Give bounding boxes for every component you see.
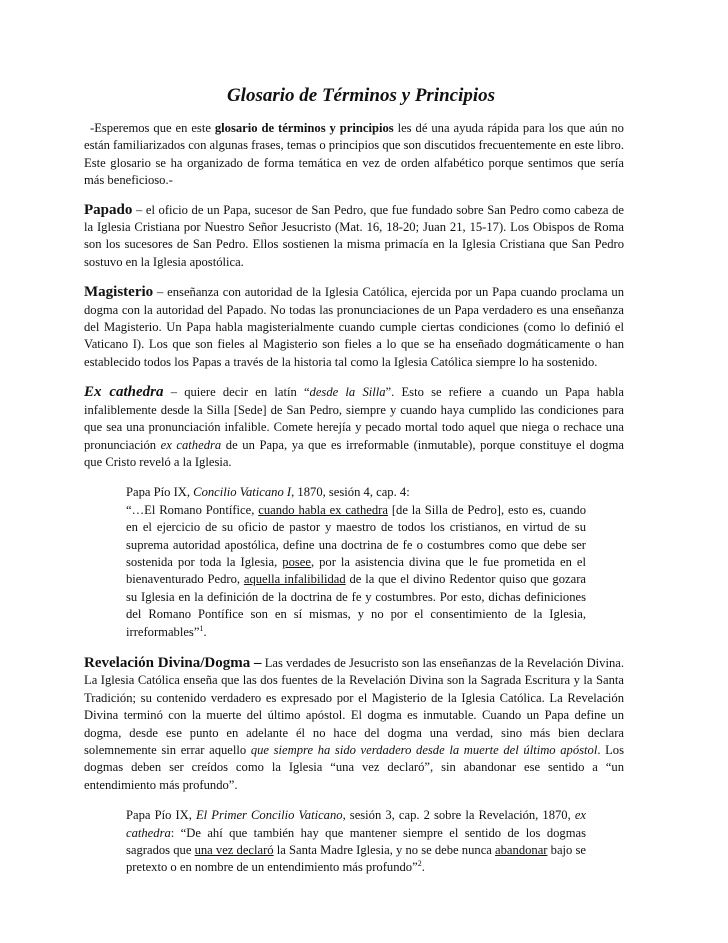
quote-1-source <box>126 484 586 501</box>
quote-1-end: . <box>203 624 207 639</box>
quote-2-end: . <box>421 860 425 875</box>
quote-2-source-pre: Papa Pío IX, <box>126 808 196 823</box>
term-revelacion: Revelación Divina/Dogma – <box>84 654 262 671</box>
term-papado: Papado <box>84 201 133 218</box>
quote-2-underline-2: abandonar <box>495 843 548 858</box>
quote-1-body <box>126 502 586 641</box>
term-magisterio: Magisterio <box>84 284 154 301</box>
definition-ex-cathedra-italic-1: desde la Silla <box>309 385 386 400</box>
footnote-ref-2[interactable]: 2 <box>417 859 422 869</box>
quote-2-text-2: la Santa Madre Iglesia, y no se debe nunca <box>273 843 496 858</box>
quote-1-underline-1: cuando habla ex cathedra <box>258 502 388 517</box>
entry-ex-cathedra <box>84 384 624 471</box>
page-title: Glosario de Términos y Principios <box>226 85 496 106</box>
quote-primer-concilio <box>126 807 586 877</box>
quote-1-text-1: “…El Romano Pontífice, <box>126 502 259 517</box>
quote-2-source-post: , sesión 3, cap. 2 sobre la Revelación, 1870, <box>342 808 575 823</box>
definition-papado: – el oficio de un Papa, sucesor de San Pedro, que fue fundado sobre San Pedro como cabeza de la Iglesia Cristiana por Nuestro Señor Jesucristo (Mat. 16, 18-20; Juan 21, 15-17). Los Obispos de Roma son los sucesores de San Pedro. Ellos sostienen la misma primacía en la Iglesia Cristiana que San Pedro sostuvo en la Iglesia apostólica. <box>84 202 624 269</box>
quote-1-source-post: , 1870, sesión 4, cap. 4: <box>291 485 410 500</box>
intro-bold: glosario de términos y principios <box>214 121 394 135</box>
definition-ex-cathedra-2: ”. Esto se refiere a cuando un Papa habla infaliblemente desde la Silla [Sede] de San Pedro, siempre y cuando haya cumplido las condiciones para que sea una pronunciación infalible. Comete herejía y pecado mortal todo aquel que niega o rechace una pronunciación <box>84 385 624 452</box>
entry-revelacion <box>84 655 624 794</box>
quote-2-source-italic-2: ex cathedra <box>126 808 587 840</box>
quote-2-underline-1: una vez declaró <box>194 843 274 858</box>
definition-revelacion-italic: que siempre ha sido verdadero desde la muerte del último apóstol <box>250 743 598 757</box>
definition-revelacion-2: . Los dogmas deben ser creídos como la Iglesia “una vez declaró”, sin abandonar ese sentido a “un entendimiento más profundo”. <box>84 743 625 792</box>
definition-ex-cathedra-1: – quiere decir en latín “ <box>163 385 310 400</box>
quote-1-text-4: de la que el divino Redentor quiso que gozara su Iglesia en la definición de la doctrina de fe y costumbres. Por esto, dichas definiciones del Romano Pontífice son en sí mismas, y no por el consentimiento de la Iglesia, irreformables” <box>126 572 586 639</box>
entry-magisterio <box>84 284 624 371</box>
quote-1-source-title: Concilio Vaticano I <box>193 485 292 500</box>
definition-ex-cathedra-3: de un Papa, ya que es irreformable (inmutable), porque constituye el dogma que Cristo reveló a la Iglesia. <box>84 437 624 469</box>
quote-2-text-3: bajo se pretexto o en nombre de un entendimiento más profundo” <box>126 843 586 875</box>
quote-vaticano-i <box>126 484 586 641</box>
quote-1-underline-3: aquella infalibilidad <box>243 572 346 587</box>
intro-text-2: les dé una ayuda rápida para los que aún no están familiarizados con algunas frases, temas o principios que son discutidos frecuentemente en este libro. Este glosario se ha organizado de forma temática en vez de orden alfabético porque sentimos que sería más beneficioso.- <box>84 121 624 188</box>
quote-1-source-pre: Papa Pío IX, <box>126 485 194 500</box>
quote-1-text-2: [de la Silla de Pedro], esto es, cuando en el ejercicio de su oficio de pastor y maestro de todos los cristianos, en virtud de su suprema autoridad apostólica, define una doctrina de fe o costumbres como que debe ser sostenida por toda la Iglesia, <box>126 502 586 569</box>
quote-2-text-1: : “De ahí que también hay que mantener siempre el sentido de los dogmas sagrados que <box>126 825 586 858</box>
quote-1-text-3: , por la asistencia divina que le fue prometida en el bienaventurado Pedro, <box>126 554 587 587</box>
definition-ex-cathedra-italic-2: ex cathedra <box>160 437 222 452</box>
definition-magisterio: – enseñanza con autoridad de la Iglesia Católica, ejercida por un Papa cuando proclama un dogma con la autoridad del Papado. No todas las pronunciaciones de un Papa verdadero es una enseñanza del Magisterio. Un Papa habla magisterialmente cuando cumple ciertas condiciones (como lo definió el Vaticano I). Los que son fieles al Magisterio son fieles a lo que se ha enseñado dogmáticamente o han establecido todos los Papas a través de la historia tal como la Iglesia Católica siempre lo ha sostenido. <box>84 285 624 369</box>
quote-1-underline-2: posee <box>282 554 311 569</box>
intro-text-1: -Esperemos que en este <box>90 121 215 135</box>
term-ex-cathedra: Ex cathedra <box>84 384 164 401</box>
footnote-ref-1[interactable]: 1 <box>199 623 204 633</box>
entry-papado <box>84 202 624 272</box>
intro-paragraph <box>84 120 624 190</box>
quote-2-source-title: El Primer Concilio Vaticano <box>195 808 343 823</box>
definition-revelacion-1: Las verdades de Jesucristo son las enseñanzas de la Revelación Divina. La Iglesia Católica enseña que las dos fuentes de la Revelación Divina son la Sagrada Escritura y la Santa Tradición; su contenido verdadero es expresado por el Magisterio de la Iglesia Católica. La Revelación Divina terminó con la muerte del último apóstol. El dogma es inmutable. Cuando un Papa define un dogma, desde ese punto en adelante él no hace del dogma una verdad, sino más bien declara solemnemente sin errar aquello <box>84 655 624 757</box>
